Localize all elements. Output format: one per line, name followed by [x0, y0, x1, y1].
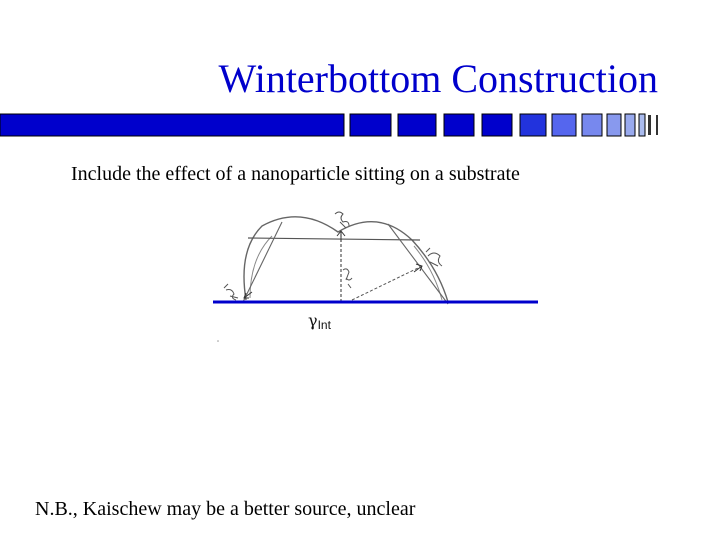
interface-energy-label: [308, 311, 331, 332]
footnote: N.B., Kaischew may be a better source, unclear: [35, 498, 416, 520]
slide-subtitle: Include the effect of a nanoparticle sitting on a substrate: [71, 163, 520, 185]
left-facet-line: [243, 222, 282, 302]
handwritten-label-top: [335, 212, 349, 228]
handwritten-label-center: [343, 269, 352, 288]
decorative-title-bar: [0, 112, 720, 138]
particle-outline-inner: [250, 236, 272, 298]
handwritten-label-right: [426, 248, 442, 266]
particle-outline: [244, 217, 448, 302]
gamma-symbol: γ: [308, 311, 318, 330]
center-to-facet-line: [352, 268, 418, 300]
speck: [217, 340, 219, 342]
handwritten-label-left: [224, 284, 238, 300]
right-facet-line: [388, 224, 448, 304]
slide-title: Winterbottom Construction: [218, 56, 658, 101]
winterbottom-diagram: [205, 200, 545, 350]
gamma-subscript: Int: [317, 318, 331, 332]
